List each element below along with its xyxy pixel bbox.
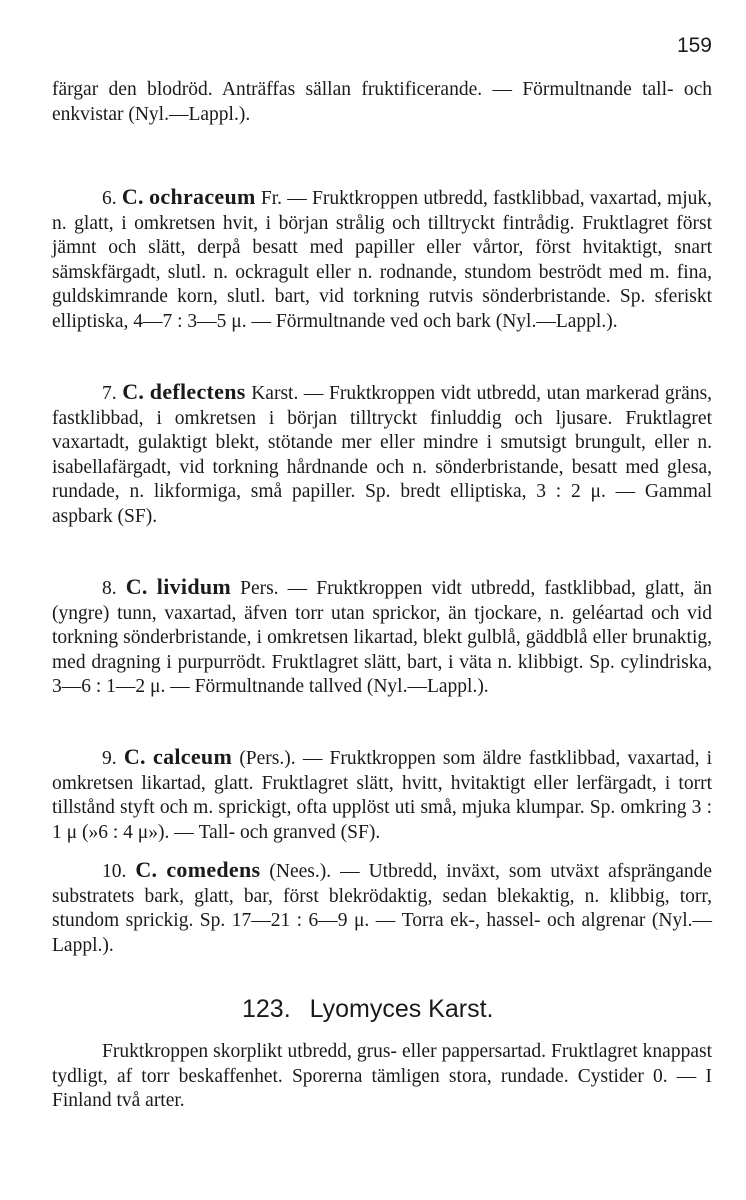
entry-number: 9. (102, 748, 117, 769)
species-entry-7 (52, 380, 712, 529)
species-description: — Fruktkroppen utbredd, fastklibbad, vaxartad, mjuk, n. glatt, i omkretsen hvit, i början strålig och tilltryckt fintrådig. Fruktlagret först jämnt och slätt, derpå besatt med papiller eller vårtor, först hvitaktigt, snart sämskfärgadt, slutl. n. ockragult eller n. rodnande, stundom beströdt med m. fina, guldskimrande korn, slutl. bart, vid torkning rutvis sönderbristande. Sp. sferiskt elliptiska, 4—7 : 3—5 μ. — Förmultnande ved och bark (Nyl.—Lappl.). (52, 188, 712, 332)
species-entry-9 (52, 745, 712, 845)
entry-number: 8. (102, 578, 117, 599)
entry-number: 7. (102, 383, 117, 404)
genus-abbreviation: C. (125, 574, 148, 599)
species-author: Fr. (260, 188, 283, 209)
genus-abbreviation: C. (135, 857, 158, 882)
species-author: Pers. (240, 578, 279, 599)
species-name: calceum (153, 744, 233, 769)
genus-description: Fruktkroppen skorplikt utbredd, grus- eller pappersartad. Fruktlagret knappast tydligt, af torr beskaffenhet. Sporerna tämligen stora, rundade. Cystider 0. — I Finland två arter. (52, 1041, 712, 1111)
species-entry-8 (52, 575, 712, 700)
species-name: comedens (166, 857, 261, 882)
species-name: ochraceum (149, 184, 256, 209)
genus-heading (242, 995, 493, 1024)
species-author: (Nees.). (269, 861, 332, 882)
species-description: — Utbredd, inväxt, som utväxt afsprängande substratets bark, glatt, bar, först blekrödaktig, sedan blekaktig, n. klibbig, torr, stundom sprickig. Sp. 17—21 : 6—9 μ. — Torra ek-, hassel- och algrenar (Nyl.—Lappl.). (52, 861, 713, 956)
species-description: — Fruktkroppen vidt utbredd, fastklibbad, glatt, än (yngre) tunn, vaxartad, äfven torr utan sprickor, än tjockare, n. geléartad och vid torkning sönderbristande, i omkretsen likartad, blekt gulblå, gäddblå eller brunaktig, med dragning i purpurrödt. Fruktlagret slätt, bart, i väta n. klibbigt. Sp. cylindriska, 3—6 : 1—2 μ. — Förmultnande tallved (Nyl.—Lappl.). (52, 578, 712, 697)
page-number: 159 (676, 34, 712, 57)
species-author: Karst. (251, 383, 299, 404)
continuation-paragraph: färgar den blodröd. Anträffas sällan fruktificerande. — Förmultnande tall- och enkvistar (Nyl.—Lappl.). (52, 79, 712, 125)
species-name: deflectens (149, 379, 246, 404)
entry-number: 10. (102, 861, 127, 882)
entry-number: 6. (102, 188, 117, 209)
genus-name: Lyomyces Karst. (309, 995, 494, 1023)
genus-abbreviation: C. (123, 744, 146, 769)
genus-number: 123. (242, 995, 291, 1023)
species-entry-10 (52, 858, 712, 958)
genus-abbreviation: C. (122, 379, 145, 404)
species-author: (Pers.). (239, 748, 296, 769)
species-name: lividum (156, 574, 232, 599)
species-description: — Fruktkroppen vidt utbredd, utan markerad gräns, fastklibbad, i omkretsen i början tilltryckt finluddig och ljusare. Fruktlagret vaxartadt, gulaktigt blekt, stötande mer eller mindre i smutsigt brungult, eller n. isabellafärgadt, vid torkning hårdnande och n. sönderbristande, besatt med glesa, rundade, n. likformiga, små papiller. Sp. bredt elliptiska, 3 : 2 μ. — Gammal aspbark (SF). (52, 383, 713, 527)
species-description: — Fruktkroppen som äldre fastklibbad, vaxartad, i omkretsen likartad, glatt. Fruktlagret slätt, hvitt, hvitaktigt eller lerfärgadt, i torrt tillstånd styft och m. sprickigt, ofta upplöst uti små, mjuka klumpar. Sp. omkring 3 : 1 μ (»6 : 4 μ»). — Tall- och granved (SF). (52, 748, 713, 843)
species-entry-6 (52, 185, 712, 334)
genus-abbreviation: C. (121, 184, 144, 209)
